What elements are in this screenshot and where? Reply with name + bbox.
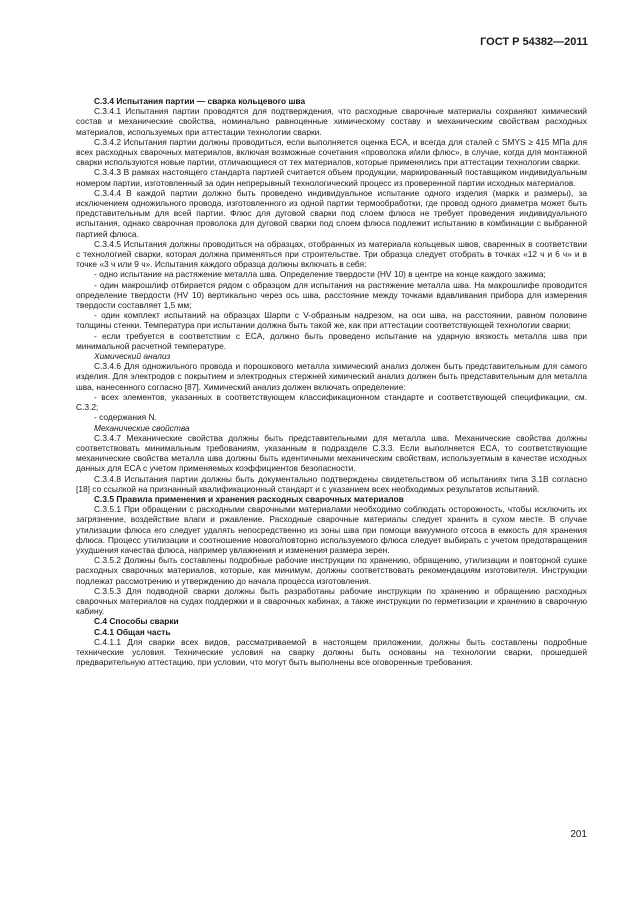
list-item-impact-test: - если требуется в соответствии с ECA, должно быть проведено испытание на ударную вязкость металла шва при минимальной расчетной температуре.: [76, 330, 587, 351]
paragraph-c-3-4-2: C.3.4.2 Испытания партии должны проводиться, если выполняется оценка ECA, и всегда для сталей с SMYS ≥ 415 МПа для всех расходных сварочных материалов, включая возможные сочетания «проволока и/или флюс», в случае, когда для монтажной сварки используются новые партии, отличающиеся от тех материалов, которые применялись при аттестации технологии сварки.: [76, 136, 587, 168]
subheading-chemical-analysis: Химический анализ: [94, 351, 171, 362]
list-item-macro-section: - один макрошлиф отбирается рядом с образцом для испытания на растяжение металла шва. На макрошлифе проводится определение твердости (HV 10) вертикально через ось шва, расстояние между точками вдавливания прибора для измерения твердости составляет 1,5 мм;: [76, 279, 587, 311]
paragraph-c-3-5-3: C.3.5.3 Для подводной сварки должны быть разработаны рабочие инструкции по хранению и обращению расходных сварочных материалов на судах поддержки и в сварочных кабинах, а также инструкции по герметизации и хранению в сварочную кабину.: [76, 585, 587, 617]
paragraph-c-3-4-1: C.3.4.1 Испытания партии проводятся для подтверждения, что расходные сварочные материалы сохраняют химический состав и механические свойства, номинально равноценные химическому составу и механическим свойствам расходных материалов, используемых при аттестации технологии сварки.: [76, 106, 587, 137]
paragraph-c-3-4-5: C.3.4.5 Испытания должны проводиться на образцах, отобранных из материала кольцевых швов, сваренных в соответствии с технологией сварки, которая должна применяться при строительстве. Три образца следует отобрать в точках «12 ч и 6 ч» и в точке «3 ч или 9 ч». Испытания каждого образца должны включать в себя:: [76, 238, 587, 270]
page-number: 201: [570, 829, 587, 840]
section-heading-c-4: C.4 Способы сварки: [94, 616, 179, 627]
paragraph-c-3-4-3: C.3.4.3 В рамках настоящего стандарта партией считается объем продукции, маркированный поставщиком индивидуальным номером партии, изготовленный за один непрерывный технологический процесс из проверенной партии исходных материалов.: [76, 167, 587, 188]
list-item-tensile-test: - одно испытание на растяжение металла шва. Определение твердости (HV 10) в центре на конце каждого зажима;: [94, 269, 546, 280]
paragraph-c-3-5-1: C.3.5.1 При обращении с расходными сварочными материалами необходимо соблюдать осторожность, чтобы исключить их загрязнение, воздействие влаги и ржавление. Расходные сварочные материалы следует хранить в сухом месте. В случае утилизации флюса его следует удалять непосредственно из зоны шва при помощи вакуумного отсоса в емкость для хранения флюса. Процесс утилизации и соотношение нового/повторно используемого флюса следует выбирать с учетом предотвращения ухудшения качества флюса, например увлажнения и изменения размера зерен.: [76, 504, 587, 555]
list-item-charpy-test: - один комплект испытаний на образцах Шарпи с V-образным надрезом, на оси шва, на расстоянии, равном половине толщины стенки. Температура при испытании должна быть такой же, как при аттестации соответствующей технологии сварки;: [76, 310, 587, 331]
list-item-all-elements: - всех элементов, указанных в соответствующем классификационном стандарте и соответствующей спецификации, см. С.3.2;: [76, 391, 587, 413]
section-heading-c-4-1: C.4.1 Общая часть: [94, 626, 171, 637]
paragraph-c-3-5-2: C.3.5.2 Должны быть составлены подробные рабочие инструкции по хранению, обращению, утилизации и повторной сушке расходных сварочных материалов, которые, как минимум, должны соответствовать рекомендациям изготовителя. Инструкции подлежат рассмотрению и утверждению до начала процесса изготовления.: [76, 555, 587, 586]
paragraph-c-4-1-1: C.4.1.1 Для сварки всех видов, рассматриваемой в настоящем приложении, должны быть составлены подробные технические условия. Технические условия на сварку должны быть основаны на технологии сварки, прошедшей предварительную аттестацию, при условии, что могут быть выполнены все оговоренные требования.: [76, 636, 587, 668]
document-body: [76, 96, 587, 667]
document-id-header: ГОСТ Р 54382—2011: [480, 36, 588, 48]
list-item-nitrogen: - содержания N.: [94, 412, 157, 423]
section-heading-c-3-4: C.3.4 Испытания партии — сварка кольцевого шва: [94, 96, 306, 106]
paragraph-c-3-4-6: C.3.4.6 Для одножильного провода и порошкового металла химический анализ должен быть представительным для самого изделия. Для электродов с покрытием и электродных стержней химический анализ должен быть представительным для металла шва, нанесенного согласно [87]. Химический анализ должен включать определение:: [76, 361, 587, 392]
paragraph-c-3-4-8: C.3.4.8 Испытания партии должны быть документально подтверждены свидетельством об испытаниях типа 3.1B согласно [18] со ссылкой на признанный квалификационный стандарт и с указанием всех необходимых результатов испытаний.: [76, 473, 587, 494]
section-heading-c-3-5: C.3.5 Правила применения и хранения расходных сварочных материалов: [94, 493, 404, 504]
paragraph-c-3-4-7: C.3.4.7 Механические свойства должны быть представительными для металла шва. Механические свойства должны соответствовать минимальным требованиям, указанным в подразделе С.3.3. Если выполняется ECA, то соответствующие механические свойства металла шва должны быть идентичными механическим свойствам, используетмым в качестве исходных данных для ECA с учетом применяемых коэффициентов безопасности.: [76, 432, 587, 474]
paragraph-c-3-4-4: C.3.4.4 В каждой партии должно быть проведено индивидуальное испытание одного изделия (марка и размеры), за исключением одножильного провода, изготовленного из одной партии термообработки, где провод одного диаметра может быть представительным для всей партии. Флюс для дуговой сварки под слоем флюса не требует проведения индивидуального испытания, однако сварочная проволока для дуговой сварки под слоем флюса подлежит испытанию в комбинации с выбранной партией флюса.: [76, 187, 587, 239]
subheading-mechanical-properties: Механические свойства: [94, 422, 190, 433]
